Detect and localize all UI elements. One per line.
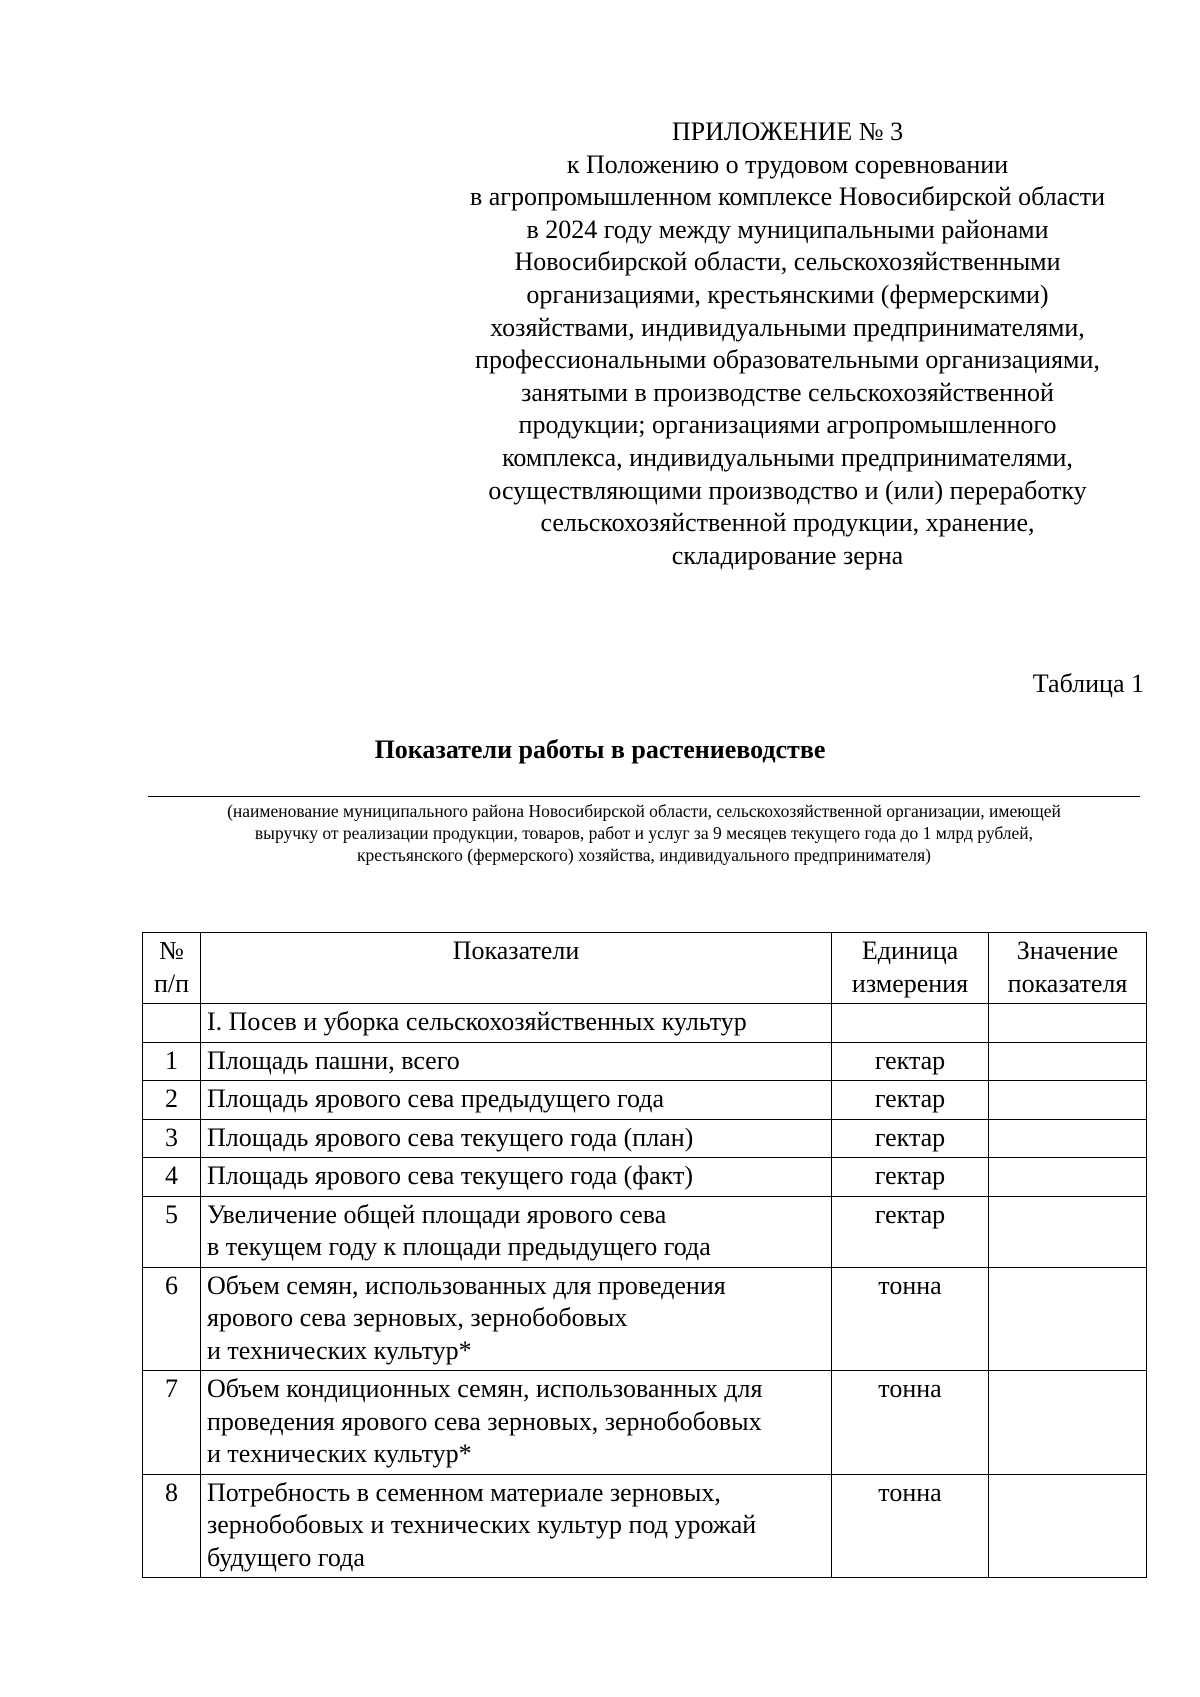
name-caption — [148, 800, 1140, 866]
header-num: № п/п — [143, 933, 201, 1004]
row-num: 6 — [143, 1267, 201, 1371]
appendix-line: сельскохозяйственной продукции, хранение, — [540, 508, 1035, 538]
row-indicator: Потребность в семенном материале зерновых, зернобобовых и технических культур под урожай будущего года — [201, 1474, 832, 1578]
header-unit: Единица измерения — [832, 933, 989, 1004]
appendix-line: продукции; организациями агропромышленного — [518, 410, 1057, 440]
header-indicator: Показатели — [201, 933, 832, 1004]
row-value[interactable] — [989, 1081, 1147, 1120]
appendix-line: осуществляющими производство и (или) переработку — [488, 475, 1087, 505]
section-num-cell — [143, 1004, 201, 1043]
section-value-cell[interactable] — [989, 1004, 1147, 1043]
section-row — [143, 1004, 1147, 1043]
table-row — [143, 1267, 1147, 1371]
row-value[interactable] — [989, 1371, 1147, 1475]
appendix-line: занятыми в производстве сельскохозяйственной — [521, 377, 1054, 407]
table-row — [143, 1158, 1147, 1197]
indicators-table — [142, 932, 1147, 1578]
table-row — [143, 1081, 1147, 1120]
row-num: 7 — [143, 1371, 201, 1475]
appendix-line: складирование зерна — [671, 540, 904, 570]
row-value[interactable] — [989, 1196, 1147, 1267]
appendix-line: организациями, крестьянскими (фермерскими) — [526, 279, 1049, 309]
appendix-line: профессиональными образовательными организациями, — [475, 345, 1100, 375]
row-indicator: Площадь пашни, всего — [201, 1042, 832, 1081]
row-value[interactable] — [989, 1119, 1147, 1158]
table-row — [143, 1042, 1147, 1081]
row-unit: тонна — [832, 1474, 989, 1578]
name-caption-line: крестьянского (фермерского) хозяйства, индивидуального предпринимателя) — [357, 845, 931, 865]
table-row — [143, 1196, 1147, 1267]
table-row — [143, 1119, 1147, 1158]
name-caption-line: выручку от реализации продукции, товаров, работ и услуг за 9 месяцев текущего года до 1 млрд рублей, — [254, 823, 1034, 843]
row-unit: гектар — [832, 1119, 989, 1158]
appendix-header — [435, 116, 1140, 572]
row-indicator: Объем семян, использованных для проведения ярового сева зерновых, зернобобовых и технических культур* — [201, 1267, 832, 1371]
section-title: I. Посев и уборка сельскохозяйственных культур — [201, 1004, 832, 1043]
appendix-line: в агропромышленном комплексе Новосибирской области — [469, 182, 1106, 212]
row-unit: гектар — [832, 1158, 989, 1197]
row-value[interactable] — [989, 1158, 1147, 1197]
table-number: Таблица 1 — [1032, 669, 1144, 698]
row-indicator: Объем кондиционных семян, использованных для проведения ярового сева зерновых, зернобобовых и технических культур* — [201, 1371, 832, 1475]
row-num: 2 — [143, 1081, 201, 1120]
row-unit: гектар — [832, 1196, 989, 1267]
row-indicator: Площадь ярового сева текущего года (план) — [201, 1119, 832, 1158]
row-indicator: Увеличение общей площади ярового сева в текущем году к площади предыдущего года — [201, 1196, 832, 1267]
row-num: 4 — [143, 1158, 201, 1197]
row-num: 8 — [143, 1474, 201, 1578]
appendix-line: Новосибирской области, сельскохозяйственными — [514, 247, 1061, 277]
appendix-title: ПРИЛОЖЕНИЕ № 3 — [671, 117, 904, 146]
row-unit: тонна — [832, 1371, 989, 1475]
row-unit: гектар — [832, 1081, 989, 1120]
name-caption-line: (наименование муниципального района Новосибирской области, сельскохозяйственной организации, имеющей — [227, 801, 1061, 821]
row-unit: тонна — [832, 1267, 989, 1371]
section-unit-cell — [832, 1004, 989, 1043]
row-num: 3 — [143, 1119, 201, 1158]
header-value: Значение показателя — [989, 933, 1147, 1004]
row-unit: гектар — [832, 1042, 989, 1081]
table-title: Показатели работы в растениеводстве — [374, 735, 826, 764]
table-row — [143, 1371, 1147, 1475]
row-num: 5 — [143, 1196, 201, 1267]
row-value[interactable] — [989, 1267, 1147, 1371]
table-header-row — [143, 933, 1147, 1004]
name-fill-line — [148, 796, 1140, 797]
row-value[interactable] — [989, 1042, 1147, 1081]
appendix-line: комплекса, индивидуальными предпринимателями, — [502, 442, 1073, 472]
row-num: 1 — [143, 1042, 201, 1081]
row-indicator: Площадь ярового сева текущего года (факт) — [201, 1158, 832, 1197]
row-value[interactable] — [989, 1474, 1147, 1578]
table-row — [143, 1474, 1147, 1578]
appendix-line: к Положению о трудовом соревновании — [566, 149, 1009, 179]
appendix-line: в 2024 году между муниципальными районами — [526, 214, 1049, 244]
appendix-line: хозяйствами, индивидуальными предпринимателями, — [490, 312, 1085, 342]
row-indicator: Площадь ярового сева предыдущего года — [201, 1081, 832, 1120]
